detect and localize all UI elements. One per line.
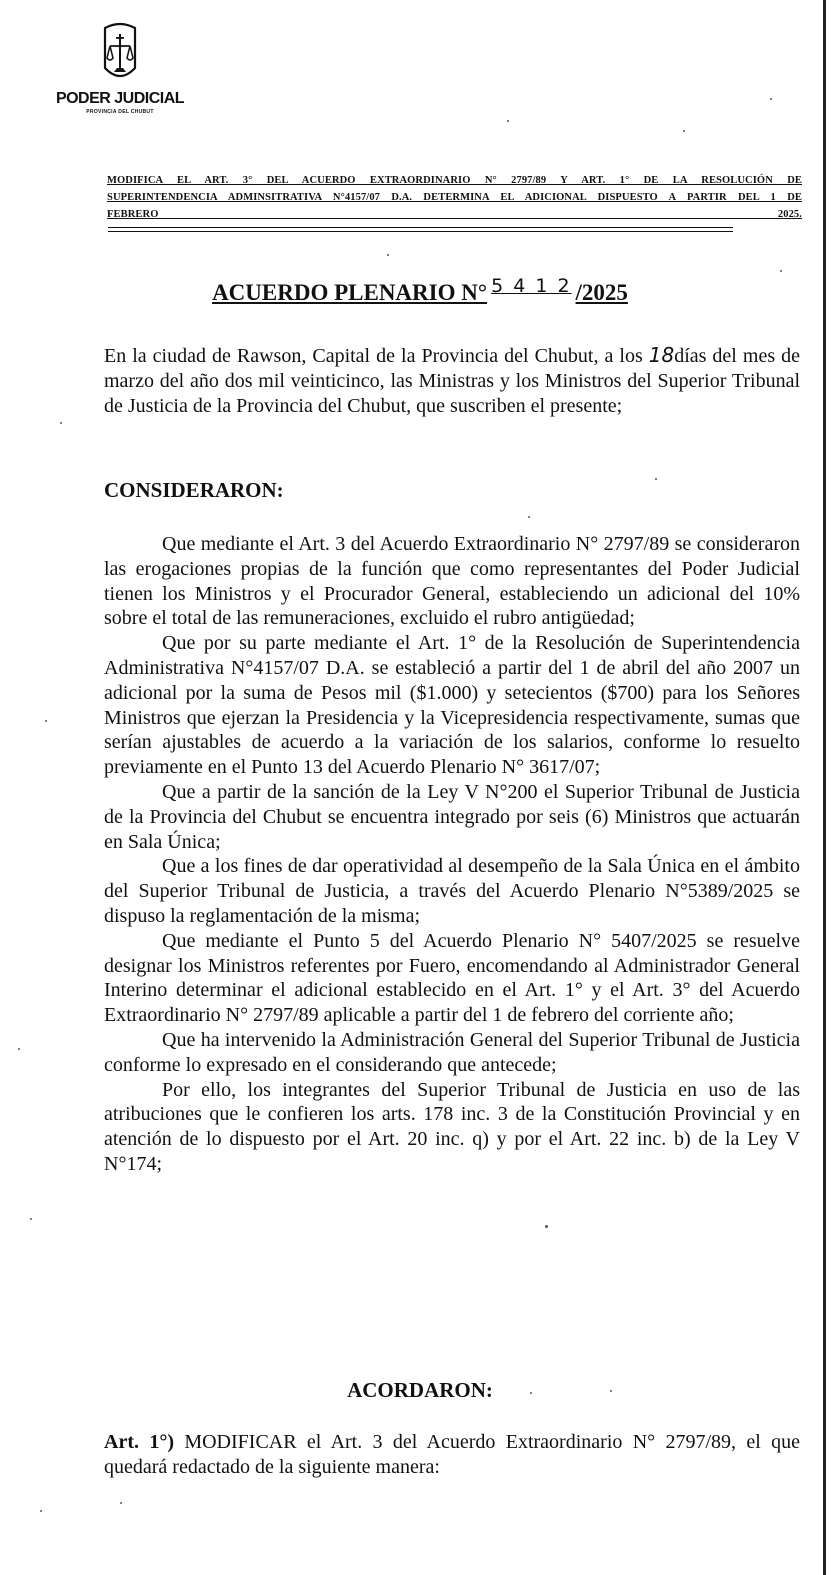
intro-paragraph	[104, 343, 800, 418]
scan-speck	[655, 478, 657, 480]
subject-fill-line	[108, 227, 733, 232]
scan-speck	[683, 130, 685, 132]
title-prefix: ACUERDO PLENARIO N°	[212, 280, 488, 305]
intro-day-handwritten: 18	[648, 343, 675, 367]
scan-speck	[780, 270, 782, 272]
intro-after-day: días del mes de marzo del año dos mil veinticinco, las Ministras y los Ministros del Superior Tribunal de Justicia de la Provincia del Chubut, que suscriben el presente;	[104, 345, 800, 417]
scan-speck	[387, 254, 389, 256]
article-1	[104, 1430, 800, 1480]
scan-speck	[40, 1510, 42, 1512]
scan-speck	[60, 422, 62, 424]
article-1-label: Art. 1°)	[104, 1431, 174, 1453]
province-name: PROVINCIA DEL CHUBUT	[86, 109, 154, 115]
paragraph-3: Que a partir de la sanción de la Ley V N°200 el Superior Tribunal de Justicia de la Provincia del Chubut se encuentra integrado por seis (6) Ministros que actuarán en Sala Única;	[104, 780, 800, 853]
scan-speck	[45, 720, 47, 722]
header-logo	[55, 22, 185, 115]
scan-speck	[120, 1502, 122, 1504]
intro-before-day: En la ciudad de Rawson, Capital de la Provincia del Chubut, a los	[104, 345, 643, 367]
paragraph-6: Que ha intervenido la Administración General del Superior Tribunal de Justicia conforme lo expresado en el considerando que antecede;	[104, 1028, 800, 1076]
considerandos-section	[104, 532, 800, 1177]
institution-name: PODER JUDICIAL	[55, 90, 185, 107]
page-edge-line	[823, 0, 826, 1575]
subject-line-3-wrap	[107, 206, 802, 240]
paragraph-2: Que por su parte mediante el Art. 1° de la Resolución de Superintendencia Administrativa N°4157/07 D.A. se estableció a partir del 1 de abril del año 2007 un adicional por la suma de Pesos mil ($1.000) y setecientos ($700) para los Señores Ministros que ejerzan la Presidencia y la Vicepresidencia respectivamente, sumas que serían ajustables de acuerdo a la variación de los salarios, conforme lo resuelto previamente en el Punto 13 del Acuerdo Plenario N° 3617/07;	[104, 632, 800, 779]
document-subject	[107, 172, 802, 240]
page-title	[0, 275, 840, 306]
subject-line-1: MODIFICA EL ART. 3° DEL ACUERDO EXTRAORDINARIO N° 2797/89 Y ART. 1° DE LA RESOLUCIÓN DE	[107, 175, 802, 186]
scan-speck	[18, 1048, 20, 1050]
agreed-heading: ACORDARON:	[347, 1378, 493, 1402]
subject-line-3: FEBRERO 2025.	[107, 209, 802, 220]
scan-speck	[507, 120, 509, 122]
paragraph-4: Que a los fines de dar operatividad al desempeño de la Sala Única en el ámbito del Superior Tribunal de Justicia, a través del Acuerdo Plenario N°5389/2025 se dispuso la reglamentación de la misma;	[104, 855, 800, 927]
paragraph-1: Que mediante el Art. 3 del Acuerdo Extraordinario N° 2797/89 se consideraron las erogaciones propias de la función que como representantes del Poder Judicial tienen los Ministros y el Procurador General, estableciendo un adicional del 10% sobre el total de las remuneraciones, excluido el rubro antigüedad;	[104, 533, 800, 630]
title-suffix: /2025	[575, 280, 628, 305]
scales-of-justice-seal-icon	[97, 22, 143, 88]
scan-speck	[528, 516, 530, 518]
scan-speck	[30, 1218, 32, 1220]
title-number-handwritten: 5 4 1 2	[491, 275, 572, 297]
article-1-text: MODIFICAR el Art. 3 del Acuerdo Extraordinario N° 2797/89, el que quedará redactado de la siguiente manera:	[104, 1431, 801, 1478]
subject-line-2: SUPERINTENDENCIA ADMINSITRATIVA N°4157/07 D.A. DETERMINA EL ADICIONAL DISPUESTO A PARTIR DEL 1 DE	[107, 192, 802, 203]
paragraph-7: Por ello, los integrantes del Superior Tribunal de Justicia en uso de las atribuciones que le confieren los arts. 178 inc. 3 de la Constitución Provincial y en atención de lo dispuesto por el Art. 20 inc. q) y por el Art. 22 inc. b) de la Ley V N°174;	[104, 1078, 800, 1175]
scan-speck	[530, 1392, 532, 1394]
scan-speck	[610, 1390, 612, 1392]
scan-speck	[545, 1225, 548, 1228]
paragraph-5: Que mediante el Punto 5 del Acuerdo Plenario N° 5407/2025 se resuelve designar los Ministros referentes por Fuero, encomendando al Administrador General Interino determinar el adicional establecido en el Art. 1° y el Art. 3° del Acuerdo Extraordinario N° 2797/89 aplicable a partir del 1 de febrero del corriente año;	[104, 929, 800, 1027]
considered-heading: CONSIDERARON:	[104, 478, 284, 502]
scan-speck	[770, 98, 772, 100]
